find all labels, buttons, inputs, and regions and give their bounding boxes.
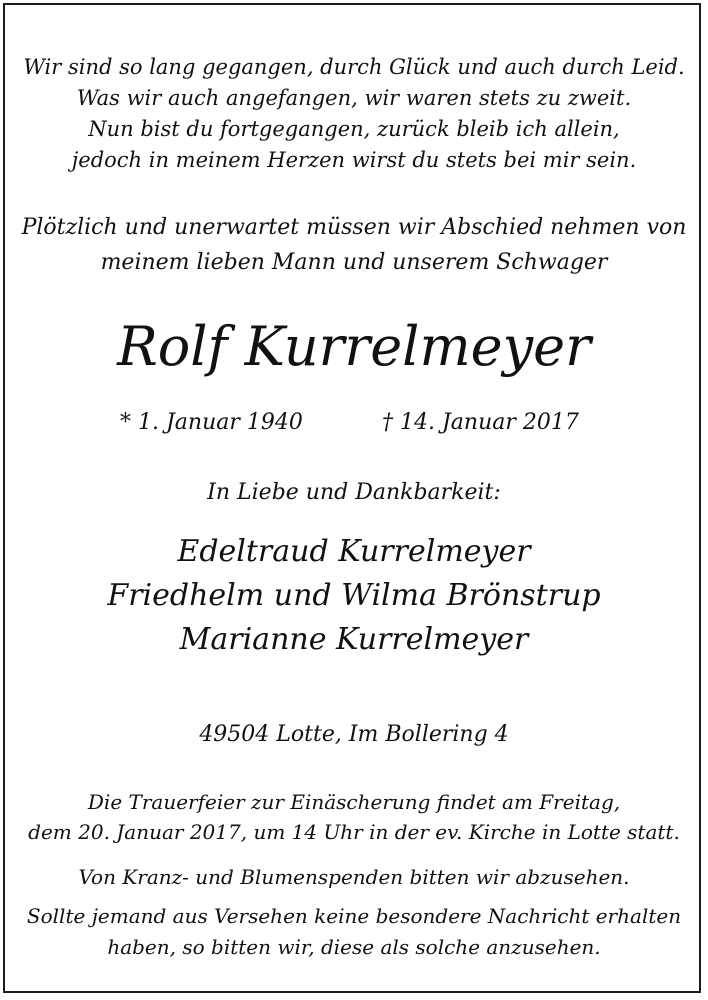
poem-line: Was wir auch angefangen, wir waren stets zu zweit. bbox=[76, 86, 632, 110]
gratitude-line bbox=[0, 478, 708, 508]
mourner-name: Marianne Kurrelmeyer bbox=[179, 622, 529, 657]
flowers-notice bbox=[0, 862, 708, 892]
mourners-list bbox=[0, 530, 708, 662]
deceased-name bbox=[0, 312, 708, 382]
poem-line: Wir sind so lang gegangen, durch Glück und auch durch Leid. bbox=[23, 55, 685, 79]
poem-line: jedoch in meinem Herzen wirst du stets bei mir sein. bbox=[71, 148, 637, 172]
death-date: † 14. Januar 2017 bbox=[382, 410, 579, 435]
announcement-line: meinem lieben Mann und unserem Schwager bbox=[100, 250, 608, 275]
memorial-poem bbox=[0, 52, 708, 176]
service-notice bbox=[0, 787, 708, 847]
deceased-name-text: Rolf Kurrelmeyer bbox=[117, 315, 591, 378]
gratitude-text: In Liebe und Dankbarkeit: bbox=[207, 480, 501, 505]
mourner-name: Friedhelm und Wilma Brönstrup bbox=[107, 578, 601, 613]
flowers-text: Von Kranz- und Blumenspenden bitten wir abzusehen. bbox=[78, 865, 630, 889]
service-line: dem 20. Januar 2017, um 14 Uhr in der ev. Kirche in Lotte statt. bbox=[28, 820, 680, 844]
birth-date: * 1. Januar 1940 bbox=[120, 410, 303, 435]
announcement-text bbox=[0, 210, 708, 280]
poem-line: Nun bist du fortgegangen, zurück bleib ich allein, bbox=[88, 117, 620, 141]
service-line: Die Trauerfeier zur Einäscherung findet am Freitag, bbox=[87, 790, 621, 814]
address-text: 49504 Lotte, Im Bollering 4 bbox=[199, 722, 509, 747]
closing-line: Sollte jemand aus Versehen keine besondere Nachricht erhalten bbox=[26, 904, 682, 928]
closing-notice bbox=[0, 901, 708, 963]
mourner-name: Edeltraud Kurrelmeyer bbox=[177, 534, 531, 569]
closing-line: haben, so bitten wir, diese als solche anzusehen. bbox=[107, 935, 601, 959]
announcement-line: Plötzlich und unerwartet müssen wir Abschied nehmen von bbox=[21, 215, 687, 240]
family-address bbox=[0, 720, 708, 750]
